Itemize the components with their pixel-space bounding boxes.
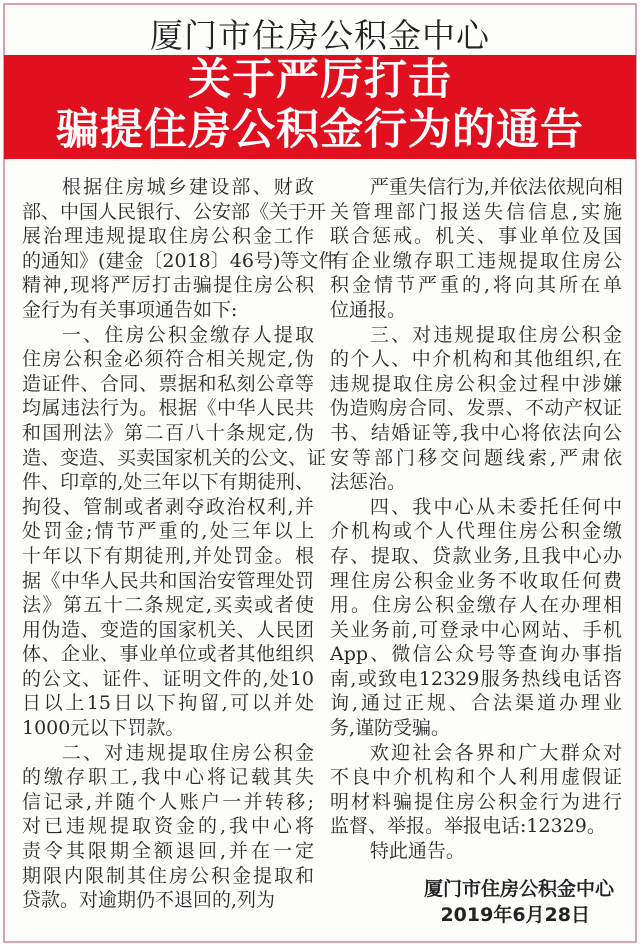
- paragraph-line: 理住房公积金业务不收取任何费: [330, 569, 622, 592]
- paragraph-line: 二、对违规提取住房公积金: [61, 741, 314, 764]
- paragraph-line: 日以上15日以下拘留,可以并处: [22, 692, 314, 715]
- paragraph-line: 法惩治。: [330, 471, 407, 494]
- paragraph-line: 法》第五十二条规定,买卖或者使: [22, 594, 314, 617]
- paragraph-line: 用伪造、变造的国家机关、人民团: [22, 618, 314, 641]
- paragraph-line: 体、企业、事业单位或者其他组织: [22, 643, 314, 666]
- paragraph-line: 期限内限制其住房公积金提取和: [22, 864, 314, 887]
- paragraph-line: 四、我中心从未委托任何中: [369, 495, 622, 518]
- paragraph-line: 贷款。对逾期仍不退回的,列为: [22, 889, 276, 912]
- paragraph-line: 造证件、合同、票据和私刻公章等: [22, 372, 314, 395]
- paragraph-line: 的缴存职工,我中心将记载其失: [22, 766, 314, 789]
- paragraph-line: 书、结婚证等,我中心将依法向公: [330, 421, 622, 444]
- paragraph-line: 部、中国人民银行、公安部《关于开: [22, 200, 327, 223]
- paragraph-line: 的个人、中介机构和其他组织,在: [330, 348, 622, 371]
- paragraph-line: 存、提取、贷款业务,且我中心办: [330, 544, 622, 567]
- paragraph-line: 积金情节严重的,将向其所在单: [330, 274, 622, 297]
- title-banner: [4, 55, 636, 159]
- paragraph-line: 的公文、证件、证明文件的,处10: [22, 667, 314, 690]
- paragraph-line: 据《中华人民共和国治安管理处罚: [22, 569, 314, 592]
- paragraph-line: 安等部门移交问题线索,严肃依: [330, 446, 622, 469]
- paragraph-line: 违规提取住房公积金过程中涉嫌: [330, 372, 622, 395]
- paragraph-line: 的通知》(建金〔2018〕46号)等文件: [22, 249, 338, 272]
- paragraph-line: 南,或致电12329服务热线电话咨: [330, 667, 622, 690]
- paragraph-line: 伪造购房合同、发票、不动产权证: [330, 397, 622, 420]
- paragraph-line: 对已违规提取资金的,我中心将: [22, 815, 314, 838]
- paragraph-line: 均属违法行为。根据《中华人民共: [22, 397, 314, 420]
- paragraph-line: 明材料骗提住房公积金行为进行: [330, 790, 622, 813]
- issuer-heading: 厦门市住房公积金中心: [150, 16, 490, 55]
- paragraph-line: 关业务前,可登录中心网站、手机: [330, 618, 622, 641]
- paragraph-line: 询,通过正规、合法渠道办理业: [330, 692, 622, 715]
- paragraph-line: 十年以下有期徒刑,并处罚金。根: [22, 544, 314, 567]
- paragraph-line: 责令其限期全额退回,并在一定: [22, 840, 314, 863]
- signature-date: 2019年6月28日: [440, 904, 590, 926]
- title-line-2: 骗提住房公积金行为的通告: [56, 105, 584, 155]
- paragraph-line: 根据住房城乡建设部、财政: [61, 176, 314, 198]
- paragraph-line: 住房公积金必须符合相关规定,伪: [22, 348, 314, 371]
- paragraph-line: 信记录,并随个人账户一并转移;: [22, 790, 314, 813]
- paragraph-line: 介机构或个人代理住房公积金缴: [330, 520, 622, 543]
- paragraph-line: 1000元以下罚款。: [22, 717, 185, 740]
- paragraph-line: 用。住房公积金缴存人在办理相: [330, 594, 622, 617]
- paragraph-line: 特此通告。: [369, 840, 465, 863]
- paragraph-line: 欢迎社会各界和广大群众对: [369, 741, 622, 764]
- body-column-right: [330, 175, 622, 864]
- paragraph-line: 处罚金;情节严重的,处三年以上: [22, 520, 314, 543]
- signature-organization: 厦门市住房公积金中心: [423, 878, 614, 900]
- paragraph-line: 监督、举报。举报电话:12329。: [330, 815, 606, 838]
- paragraph-line: 拘役、管制或者剥夺政治权利,并: [22, 495, 314, 518]
- paragraph-line: 一、住房公积金缴存人提取: [61, 323, 314, 346]
- paragraph-line: 不良中介机构和个人利用虚假证: [330, 766, 622, 789]
- paragraph-line: 展治理违规提取住房公积金工作: [22, 225, 314, 248]
- paragraph-line: 有企业缴存职工违规提取住房公: [330, 249, 622, 272]
- paragraph-line: App、微信公众号等查询办事指: [330, 643, 622, 666]
- paragraph-line: 造、变造、买卖国家机关的公文、证: [22, 446, 327, 469]
- paragraph-line: 位通报。: [330, 298, 407, 321]
- paragraph-line: 精神,现将严厉打击骗提住房公积: [22, 274, 314, 297]
- paragraph-line: 联合惩戒。机关、事业单位及国: [330, 225, 622, 248]
- paragraph-line: 关管理部门报送失信信息,实施: [330, 200, 622, 223]
- title-line-1: 关于严厉打击: [188, 55, 452, 105]
- body-column-left: [22, 175, 338, 913]
- paragraph-line: 务,谨防受骗。: [330, 717, 451, 740]
- paragraph-line: 严重失信行为,并依法依规向相: [369, 176, 623, 198]
- paragraph-line: 件、印章的,处三年以下有期徒刑、: [22, 471, 314, 494]
- paragraph-line: 和国刑法》第二百八十条规定,伪: [22, 421, 314, 444]
- paragraph-line: 三、对违规提取住房公积金: [369, 323, 622, 346]
- paragraph-line: 金行为有关事项通告如下:: [22, 298, 238, 321]
